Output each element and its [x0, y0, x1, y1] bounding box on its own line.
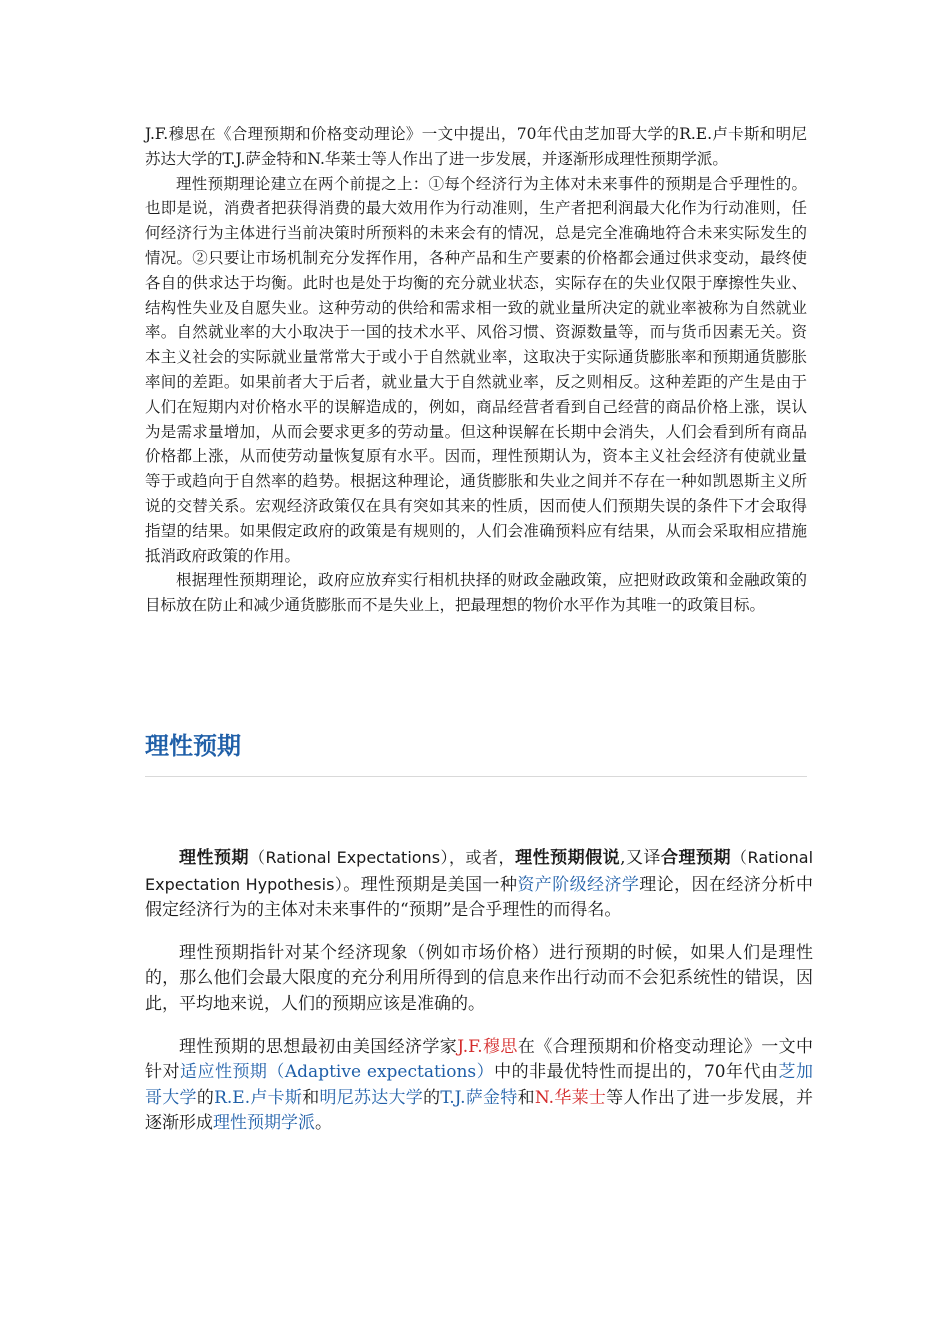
- text: 的: [196, 1087, 215, 1108]
- paragraph: J.F.穆思在《合理预期和价格变动理论》一文中提出，70年代由芝加哥大学的R.E.卢卡斯和明尼苏达大学的T.J.萨金特和N.华莱士等人作出了进一步发展，并逐渐形成理性预期学派。: [145, 125, 807, 168]
- text: 和: [302, 1087, 320, 1108]
- top-text-section: [145, 122, 807, 618]
- paragraph: [145, 1035, 813, 1137]
- link-sargent[interactable]: T.J.萨金特: [440, 1087, 518, 1108]
- text: 等人作出了进一步发展，并逐渐形成: [145, 1087, 814, 1134]
- text: ,又译: [620, 848, 662, 868]
- text: （Rational Expectation Hypothesis）: [145, 848, 814, 894]
- link-rational-expectations-school[interactable]: 理性预期学派: [213, 1113, 315, 1134]
- bold-term: 合理预期: [661, 848, 732, 868]
- link-university-of-minnesota[interactable]: 明尼苏达大学: [319, 1087, 424, 1108]
- bold-term: 理性预期假说: [515, 848, 621, 868]
- text: 的: [423, 1087, 441, 1108]
- text: （Rational Expectations），或者，: [249, 848, 516, 867]
- paragraph: 根据理性预期理论，政府应放弃实行相机抉择的财政金融政策，应把财政政策和金融政策的目标放在防止和减少通货膨胀而不是失业上，把最理想的物价水平作为其唯一的政策目标。: [145, 571, 807, 615]
- link-wallace[interactable]: N.华莱士: [534, 1087, 607, 1108]
- text: 。理性预期是美国一种: [343, 874, 518, 895]
- text: 理论，因在经济分析中假定经济行为的主体对未来事件的“预期”是合乎理性的而得名。: [145, 874, 814, 921]
- section-heading: 理性预期: [145, 728, 807, 777]
- link-muth[interactable]: J.F.穆思: [457, 1036, 518, 1057]
- text: 和: [517, 1087, 535, 1108]
- text: 。: [315, 1113, 332, 1134]
- text: 理性预期的思想最初由美国经济学家: [179, 1036, 458, 1057]
- paragraph: 理性预期指针对某个经济现象（例如市场价格）进行预期的时候，如果人们是理性的，那么他们会最大限度的充分利用所得到的信息来作出行动而不会犯系统性的错误，因此，平均地来说，人们的预期应该是准确的。: [145, 942, 813, 1014]
- link-adaptive-expectations[interactable]: 适应性预期（Adaptive expectations）: [179, 1062, 495, 1083]
- paragraph: [145, 845, 813, 924]
- link-university-of-chicago[interactable]: 芝加哥大学: [145, 1062, 814, 1108]
- article-body: [145, 845, 813, 1154]
- link-lucas[interactable]: R.E.卢卡斯: [214, 1087, 303, 1108]
- paragraph: 理性预期理论建立在两个前提之上：①每个经济行为主体对未来事件的预期是合乎理性的。也即是说，消费者把获得消费的最大效用作为行动准则，生产者把利润最大化作为行动准则，任何经济行为主体进行当前决策时所预料的未来会有的情况，总是完全准确地符合未来实际发生的情况。②只要让市场机制充分发挥作用，各种产品和生产要素的价格都会通过供求变动，最终使各自的供求达于均衡。此时也是处于均衡的充分就业状态，实际存在的失业仅限于摩擦性失业、结构性失业及自愿失业。这种劳动的供给和需求相一致的就业量所决定的就业率被称为自然就业率。自然就业率的大小取决于一国的技术水平、风俗习惯、资源数量等，而与货币因素无关。资本主义社会的实际就业量常常大于或小于自然就业率，这取决于实际通货膨胀率和预期通货膨胀率间的差距。如果前者大于后者，就业量大于自然就业率，反之则相反。这种差距的产生是由于人们在短期内对价格水平的误解造成的，例如，商品经营者看到自己经营的商品价格上涨，误认为是需求量增加，从而会要求更多的劳动量。但这种误解在长期中会消失，人们会看到所有商品价格都上涨，从而使劳动量恢复原有水平。因而，理性预期认为，资本主义社会经济有使就业量等于或趋向于自然率的趋势。根据这种理论，通货膨胀和失业之间并不存在一种如凯恩斯主义所说的交替关系。宏观经济政策仅在具有突如其来的性质，因而使人们预期失误的条件下才会取得指望的结果。如果假定政府的政策是有规则的，人们会准确预料应有结果，从而会采取相应措施抵消政府政策的作用。: [145, 174, 807, 565]
- text: 中的非最优特性而提出的，70年代由: [494, 1062, 779, 1083]
- link-bourgeois-economics[interactable]: 资产阶级经济学: [517, 874, 640, 895]
- bold-term: 理性预期: [179, 848, 250, 868]
- text: 在《合理预期和价格变动理论》一文中针对: [145, 1036, 814, 1083]
